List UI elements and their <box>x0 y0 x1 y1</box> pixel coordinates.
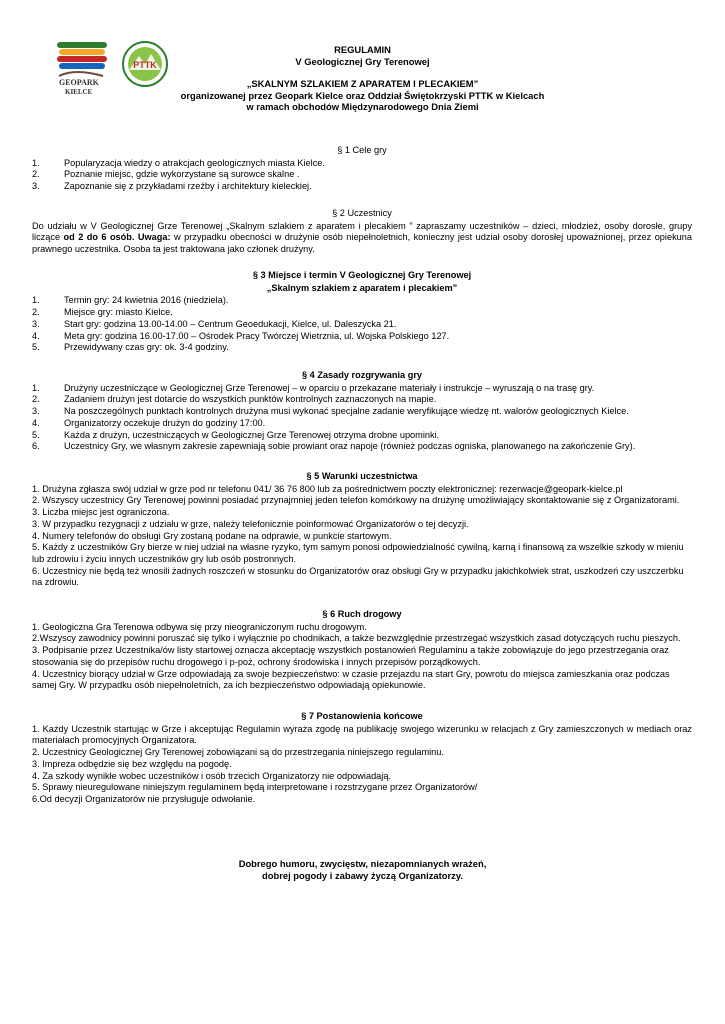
list-item: 6. Uczestnicy nie będą też wnosili żadnych roszczeń w stosunku do Organizatorów oraz obsługi Gry w przypadku jakichkolwiek strat, uszkodzeń czy uszczerbku na zdrowiu. <box>32 565 684 588</box>
list-item: 1. Geologiczna Gra Terenowa odbywa się przy nieograniczonym ruchu drogowym. <box>32 621 367 632</box>
list-item: 4. Za szkody wynikłe wobec uczestników i osób trzecich Organizatorzy nie odpowiadają. <box>32 770 391 781</box>
list-item: 6.Od decyzji Organizatorów nie przysługuje odwołanie. <box>32 793 256 804</box>
section-participants <box>32 208 692 256</box>
page-title: REGULAMIN <box>334 44 391 55</box>
section-title: § 6 Ruch drogowy <box>322 609 402 619</box>
list-item: 5. Sprawy nieuregulowane niniejszym regulaminem będą interpretowane i rozstrzygane przez Organizatorów/ <box>32 782 478 793</box>
section-title: § 2 Uczestnicy <box>332 208 392 218</box>
list-item: 2.Wszyscy zawodnicy powinni poruszać się tylko i wyłącznie po chodnikach, a także bezwzględnie przestrzegać wszystkich zasad dotyczących ruchu pieszych. <box>32 633 681 644</box>
list-item: 1. Drużyny uczestniczące w Geologicznej Grze Terenowej – w oparciu o przekazane materiały i instrukcje – wyruszają o na trasę gry. <box>32 382 595 393</box>
closing-line-1: Dobrego humoru, zwycięstw, niezapomnianych wrażeń, <box>238 858 487 869</box>
list-item: 3. Na poszczególnych punktach kontrolnych drużyna musi wykonać specjalne zadanie weryfikujące wiedzę nt. walorów geologicznych Kielce. <box>32 406 629 417</box>
section-final <box>32 711 692 806</box>
list-item: 2. Poznanie miejsc, gdzie wykorzystane są surowce skalne . <box>32 169 300 180</box>
list-item: 3. Liczba miejsc jest ograniczona. <box>32 507 170 518</box>
participants-paragraph: Do udziału w V Geologicznej Grze Terenowej „Skalnym szlakiem z aparatem i plecakiem ” zapraszamy uczestników – dzieci, młodzież, osoby dorosłe, grupy liczące od 2 do 6 osób. Uwaga: w przypadku obecności w drużynie osób niepełnoletnich, konieczny jest udział osoby dorosłej upoważnionej, przez opiekuna prawnego uczestnika. Osoba ta jest traktowana jako członek drużyny. <box>32 220 692 255</box>
closing-line-2: dobrej pogody i zabawy życzą Organizatorzy. <box>262 870 463 881</box>
list-item: 5. Przewidywany czas gry: ok. 3-4 godziny. <box>32 342 229 353</box>
section-title: § 1 Cele gry <box>337 145 387 155</box>
list-item: 1. Termin gry: 24 kwietnia 2016 (niedziela). <box>32 295 229 306</box>
organizer-line: organizowanej przez Geopark Kielce oraz Oddział Świętokrzyski PTTK w Kielcach <box>180 89 545 101</box>
section-goals <box>32 145 692 193</box>
list-item: 4. Organizatorzy oczekuje drużyn do godziny 17:00. <box>32 417 266 428</box>
list-item: 5. Każda z drużyn, uczestniczących w Geologicznej Grze Terenowej otrzyma drobne upominki. <box>32 429 440 440</box>
list-item: 6. Uczestnicy Gry, we własnym zakresie zapewniają sobie prowiant oraz napoje (również podczas ogniska, planowanego na zakończenie Gry). <box>32 441 636 452</box>
geopark-logo-line1: GEOPARK <box>59 78 99 87</box>
list-item: 5. Każdy z uczestników Gry bierze w niej udział na własne ryzyko, tym samym ponosi odpowiedzialność cywilną, karną i finansową za wszelkie szkody w mieniu lub zdrowiu i życiu innych uczestników gry lub osób postronnych. <box>32 542 684 564</box>
list-item: 2. Miejsce gry: miasto Kielce. <box>32 307 173 318</box>
page-subtitle: V Geologicznej Gry Terenowej <box>295 55 430 67</box>
section-rules <box>32 370 692 453</box>
geopark-logo-line2: KIELCE <box>65 88 93 96</box>
section-title-2: „Skalnym szlakiem z aparatem i plecakiem” <box>266 282 458 293</box>
geopark-logo <box>55 38 175 100</box>
list-item: 3. Start gry: godzina 13.00-14.00 – Centrum Geoedukacji, Kielce, ul. Daleszycka 21. <box>32 318 397 329</box>
list-item: 1. Popularyzacja wiedzy o atrakcjach geologicznych miasta Kielce. <box>32 157 325 168</box>
list-item: 3. W przypadku rezygnacji z udziału w grze, należy telefonicznie poinformować Organizatorów o tej decyzji. <box>32 518 469 529</box>
list-item: 3. Podpisanie przez Uczestnika/ów listy startowej oznacza akceptację wszystkich postanowień Regulaminu a także zobowiązuje do jego przestrzegania oraz stosowania się do przepisów ruchu drogowego i p-poż, ochrony środowiska i innych przepisów porządkowych. <box>32 645 669 667</box>
section-title: § 4 Zasady rozgrywania gry <box>302 370 422 380</box>
list-item: 3. Zapoznanie się z przykładami rzeźby i architektury kieleckiej. <box>32 181 312 192</box>
list-item: 4. Numery telefonów do obsługi Gry zostaną podane na odprawie, w punkcie startowym. <box>32 530 392 541</box>
list-item: 2. Uczestnicy Geologicznej Gry Terenowej zobowiązani są do przestrzegania niniejszego regulaminu. <box>32 747 444 758</box>
logos <box>55 38 175 98</box>
section-title: § 3 Miejsce i termin V Geologicznej Gry Terenowej <box>252 270 472 280</box>
section-conditions <box>32 471 692 589</box>
section-title: § 5 Warunki uczestnictwa <box>306 471 418 481</box>
section-title: § 7 Postanowienia końcowe <box>301 711 423 721</box>
section-place-time <box>32 270 692 354</box>
closing-greeting <box>180 858 545 882</box>
pttk-logo <box>123 42 167 86</box>
list-item: 4. Meta gry: godzina 16.00-17.00 – Ośrodek Pracy Twórczej Wietrznia, ul. Wojska Polskiego 127. <box>32 330 450 341</box>
list-item: 3. Impreza odbędzie się bez względu na pogodę. <box>32 758 232 769</box>
list-item: 1. Drużyna zgłasza swój udział w grze pod nr telefonu 041/ 36 76 800 lub za pośrednictwem poczty elektronicznej: rezerwacje@geopark-kielce.pl <box>32 483 623 494</box>
game-name: „SKALNYM SZLAKIEM Z APARATEM I PLECAKIEM” <box>246 78 479 90</box>
pttk-logo-text: PTTK <box>133 60 157 70</box>
section-traffic <box>32 609 692 692</box>
list-item: 4. Uczestnicy biorący udział w Grze odpowiadają za swoje bezpieczeństwo: w czasie przejazdu na start Gry, powrotu do miejsca zamieszkania oraz podczas samej Gry. W przypadku osób niepełnoletnich, za ich bezpieczeństwo odpowiadają opiekunowie. <box>32 668 670 691</box>
occasion-line: w ramach obchodów Międzynarodowego Dnia Ziemi <box>246 101 479 113</box>
list-item: 2. Zadaniem drużyn jest dotarcie do wszystkich punktów kontrolnych zaznaczonych na mapie. <box>32 394 437 405</box>
document-header <box>180 44 545 113</box>
list-item: 2. Wszyscy uczestnicy Gry Terenowej powinni posiadać przynajmniej jeden telefon komórkowy na drużynę umożliwiający skontaktowanie się z Organizatorami. <box>32 495 680 506</box>
list-item: 1. Każdy Uczestnik startując w Grze i akceptując Regulamin wyraża zgodę na publikację swojego wizerunku w relacjach z Gry zamieszczonych w mediach oraz materiałach promocyjnych Organizatora. <box>32 723 692 746</box>
